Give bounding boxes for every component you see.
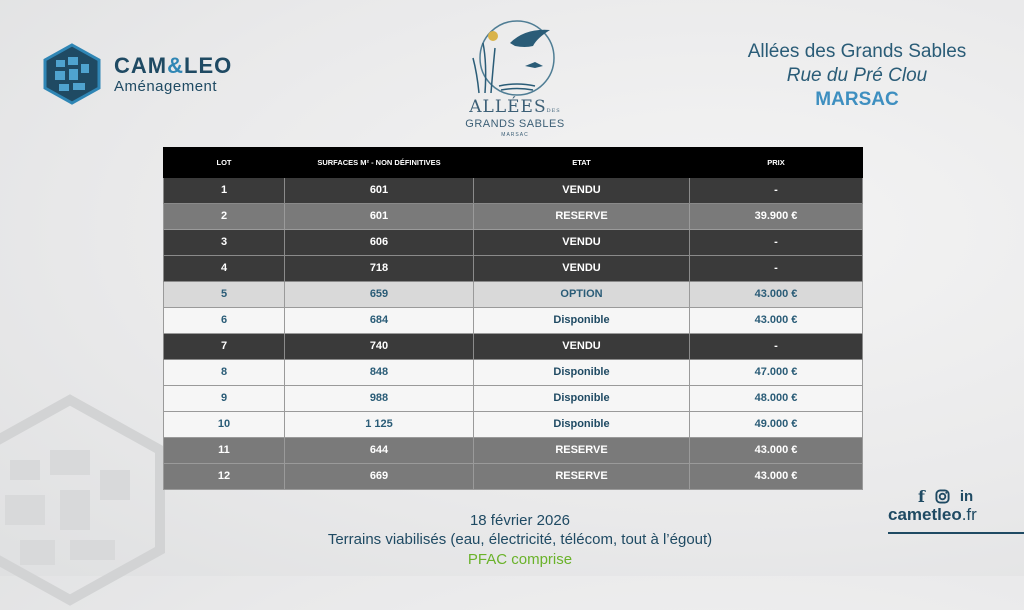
project-logo-title: ALLÉESDES xyxy=(469,97,561,117)
cell-etat: VENDU xyxy=(474,230,690,256)
cell-etat: VENDU xyxy=(474,334,690,360)
cell-prix: - xyxy=(690,256,863,282)
cell-surface: 601 xyxy=(285,178,474,204)
cell-prix: - xyxy=(690,178,863,204)
cell-lot: 6 xyxy=(164,308,285,334)
cell-surface: 644 xyxy=(285,438,474,464)
table-row xyxy=(164,204,863,230)
cell-surface: 1 125 xyxy=(285,412,474,438)
instagram-icon[interactable] xyxy=(935,489,950,504)
cell-lot: 11 xyxy=(164,438,285,464)
table-row xyxy=(164,386,863,412)
project-header xyxy=(700,40,1014,112)
cell-surface: 740 xyxy=(285,334,474,360)
table-body xyxy=(164,178,863,490)
table-row xyxy=(164,464,863,490)
cell-lot: 12 xyxy=(164,464,285,490)
table-row xyxy=(164,360,863,386)
cell-etat: Disponible xyxy=(474,308,690,334)
project-city: MARSAC xyxy=(815,89,899,110)
company-logo xyxy=(40,42,232,106)
cell-lot: 7 xyxy=(164,334,285,360)
heron-marsh-icon xyxy=(455,18,575,98)
cell-etat: Disponible xyxy=(474,412,690,438)
cell-lot: 4 xyxy=(164,256,285,282)
cell-etat: RESERVE xyxy=(474,464,690,490)
table-header-row xyxy=(164,148,863,178)
header-surface: SURFACES M² - NON DÉFINITIVES xyxy=(285,148,474,178)
facebook-icon[interactable]: f xyxy=(918,487,925,506)
table-row xyxy=(164,438,863,464)
cell-lot: 2 xyxy=(164,204,285,230)
table-row xyxy=(164,412,863,438)
cell-surface: 606 xyxy=(285,230,474,256)
cell-surface: 684 xyxy=(285,308,474,334)
footer-note: Terrains viabilisés (eau, électricité, télécom, tout à l’égout) xyxy=(327,531,713,548)
cell-etat: OPTION xyxy=(474,282,690,308)
cell-prix: 43.000 € xyxy=(690,464,863,490)
header-etat: ETAT xyxy=(474,148,690,178)
cell-lot: 5 xyxy=(164,282,285,308)
cell-prix: 49.000 € xyxy=(690,412,863,438)
cell-surface: 848 xyxy=(285,360,474,386)
cell-prix: 43.000 € xyxy=(690,282,863,308)
cell-lot: 3 xyxy=(164,230,285,256)
project-street: Rue du Pré Clou xyxy=(786,65,928,86)
table-row xyxy=(164,334,863,360)
footer-pfac: PFAC comprise xyxy=(467,551,573,568)
cell-prix: - xyxy=(690,334,863,360)
cell-etat: VENDU xyxy=(474,256,690,282)
table-row xyxy=(164,256,863,282)
cell-surface: 669 xyxy=(285,464,474,490)
header-prix: PRIX xyxy=(690,148,863,178)
cell-lot: 10 xyxy=(164,412,285,438)
table-row xyxy=(164,178,863,204)
cell-lot: 9 xyxy=(164,386,285,412)
header-lot: LOT xyxy=(164,148,285,178)
table-row xyxy=(164,308,863,334)
project-logo-subtitle: GRANDS SABLES xyxy=(465,118,565,130)
cell-prix: - xyxy=(690,230,863,256)
cell-prix: 39.900 € xyxy=(690,204,863,230)
cell-etat: RESERVE xyxy=(474,204,690,230)
cell-etat: VENDU xyxy=(474,178,690,204)
cell-lot: 8 xyxy=(164,360,285,386)
project-logo-city: MARSAC xyxy=(501,132,529,138)
table-row xyxy=(164,230,863,256)
cell-prix: 43.000 € xyxy=(690,308,863,334)
project-title: Allées des Grands Sables xyxy=(747,41,967,62)
hexagon-logo-icon xyxy=(40,42,104,106)
cell-prix: 43.000 € xyxy=(690,438,863,464)
decorative-hexagon-map xyxy=(0,390,180,610)
cell-prix: 48.000 € xyxy=(690,386,863,412)
table-row xyxy=(164,282,863,308)
brand-subtitle: Aménagement xyxy=(114,77,218,95)
brand-name: CAM&LEO xyxy=(114,52,233,78)
cell-surface: 659 xyxy=(285,282,474,308)
cell-etat: Disponible xyxy=(474,360,690,386)
cell-etat: RESERVE xyxy=(474,438,690,464)
cell-surface: 718 xyxy=(285,256,474,282)
cell-prix: 47.000 € xyxy=(690,360,863,386)
project-logo xyxy=(455,18,575,143)
website-underline xyxy=(888,532,1024,534)
website-link[interactable]: cametleo.fr xyxy=(888,505,977,524)
footer-date: 18 février 2026 xyxy=(469,512,571,529)
social-links xyxy=(918,487,973,506)
cell-lot: 1 xyxy=(164,178,285,204)
cell-surface: 601 xyxy=(285,204,474,230)
cell-etat: Disponible xyxy=(474,386,690,412)
linkedin-icon[interactable]: in xyxy=(959,488,974,505)
lots-table xyxy=(163,147,863,490)
cell-surface: 988 xyxy=(285,386,474,412)
